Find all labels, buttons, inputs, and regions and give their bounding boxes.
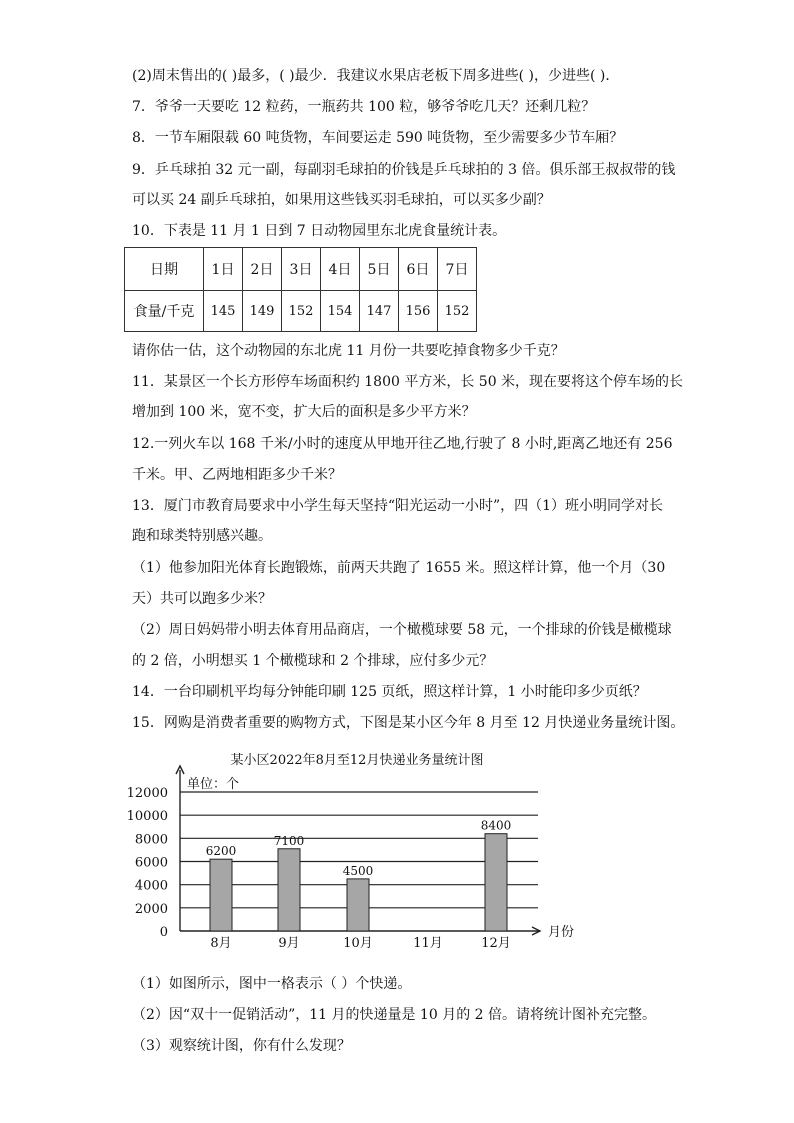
text-line: 14．一台印刷机平均每分钟能印刷 125 页纸，照这样计算，1 小时能印多少页纸？: [132, 684, 647, 700]
chart-bars: [210, 834, 507, 931]
table-cell: 1日: [204, 248, 243, 291]
bar: [210, 859, 232, 931]
y-tick-label: 2000: [134, 901, 168, 917]
x-axis-label: 月份: [548, 925, 575, 940]
text-line: 天）共可以跑多少米？: [132, 591, 272, 607]
bar-value-label: 8400: [480, 818, 512, 833]
text-line: 的 2 倍，小明想买 1 个橄榄球和 2 个排球，应付多少元？: [132, 653, 494, 669]
table-cell: 2日: [243, 248, 282, 291]
table-cell: 145: [204, 291, 243, 332]
bar: [347, 879, 369, 931]
y-tick-label: 12000: [126, 786, 168, 801]
y-tick-label: 8000: [134, 832, 168, 848]
y-tick-label: 10000: [126, 809, 168, 825]
x-tick-label: 12月: [481, 936, 511, 951]
table-cell: 152: [438, 291, 477, 332]
text-line: 12.一列火车以 168 千米/小时的速度从甲地开往乙地,行驶了 8 小时,距离乙地还有 256: [132, 436, 673, 452]
text-line: 可以买 24 副乒乓球拍，如果用这些钱买羽毛球拍，可以买多少副？: [132, 192, 551, 208]
text-line: (2)周末售出的( )最多，( )最少．我建议水果店老板下周多进些( )，少进些( )．: [132, 68, 620, 84]
text-line: （1）如图所示，图中一格表示（ ）个快递。: [132, 976, 412, 992]
text-line: 请你估一估，这个动物园的东北虎 11 月份一共要吃掉食物多少千克？: [132, 343, 565, 359]
text-line: （2）因“双十一促销活动”，11 月的快递量是 10 月的 2 倍。请将统计图补充完整。: [132, 1007, 657, 1023]
table-cell: 食量/千克: [125, 291, 204, 332]
table-cell: 4日: [321, 248, 360, 291]
table-cell: 154: [321, 291, 360, 332]
chart-unit: 单位：个: [187, 777, 240, 792]
bar-value-label: 7100: [273, 833, 305, 848]
text-line: 增加到 100 米，宽不变，扩大后的面积是多少平方米？: [132, 404, 476, 420]
table-cell: 149: [243, 291, 282, 332]
x-tick-label: 8月: [210, 936, 232, 951]
text-line: 11．某景区一个长方形停车场面积约 1800 平方米，长 50 米，现在要将这个停车场的长: [132, 374, 684, 390]
text-line: 13．厦门市教育局要求中小学生每天坚持“阳光运动一小时”，四（1）班小明同学对长: [132, 498, 664, 514]
table-cell: 7日: [438, 248, 477, 291]
x-tick-label: 9月: [278, 936, 300, 951]
bar: [278, 849, 300, 931]
bar-value-label: 4500: [342, 863, 374, 878]
y-tick-label: 4000: [134, 878, 168, 894]
y-tick-label: 0: [159, 925, 168, 940]
y-tick-label: 6000: [134, 855, 168, 871]
text-line: （2）周日妈妈带小明去体育用品商店，一个橄榄球要 58 元，一个排球的价钱是橄榄球: [132, 622, 672, 638]
table-cell: 152: [282, 291, 321, 332]
text-line: （3）观察统计图，你有什么发现？: [132, 1038, 351, 1054]
table-cell: 6日: [399, 248, 438, 291]
table-cell: 5日: [360, 248, 399, 291]
table-cell: 3日: [282, 248, 321, 291]
table-cell: 156: [399, 291, 438, 332]
bar: [485, 834, 507, 931]
text-line: 千米。甲、乙两地相距多少千米？: [132, 467, 342, 483]
chart-labels: [127, 786, 512, 951]
text-line: 跑和球类特别感兴趣。: [132, 528, 272, 544]
table-cell: 日期: [125, 248, 204, 291]
bar-value-label: 6200: [205, 844, 237, 859]
x-tick-label: 11月: [413, 936, 443, 951]
table-cell: 147: [360, 291, 399, 332]
text-line: （1）他参加阳光体育长跑锻炼，前两天共跑了 1655 米。照这样计算，他一个月（30: [132, 560, 666, 576]
chart-title: 某小区2022年8月至12月快递业务量统计图: [230, 753, 484, 768]
text-line: 9．乒乓球拍 32 元一副，每副羽毛球拍的价钱是乒乓球拍的 3 倍。俱乐部王叔叔带的钱: [132, 162, 676, 178]
text-line: 10．下表是 11 月 1 日到 7 日动物园里东北虎食量统计表。: [132, 223, 507, 239]
text-line: 15．网购是消费者重要的购物方式，下图是某小区今年 8 月至 12 月快递业务量统计图。: [132, 715, 685, 731]
x-tick-label: 10月: [343, 936, 373, 951]
text-line: 8．一节车厢限载 60 吨货物，车间要运走 590 吨货物，至少需要多少节车厢？: [132, 130, 624, 146]
text-line: 7．爷爷一天要吃 12 粒药，一瓶药共 100 粒，够爷爷吃几天？还剩几粒？: [132, 99, 596, 115]
